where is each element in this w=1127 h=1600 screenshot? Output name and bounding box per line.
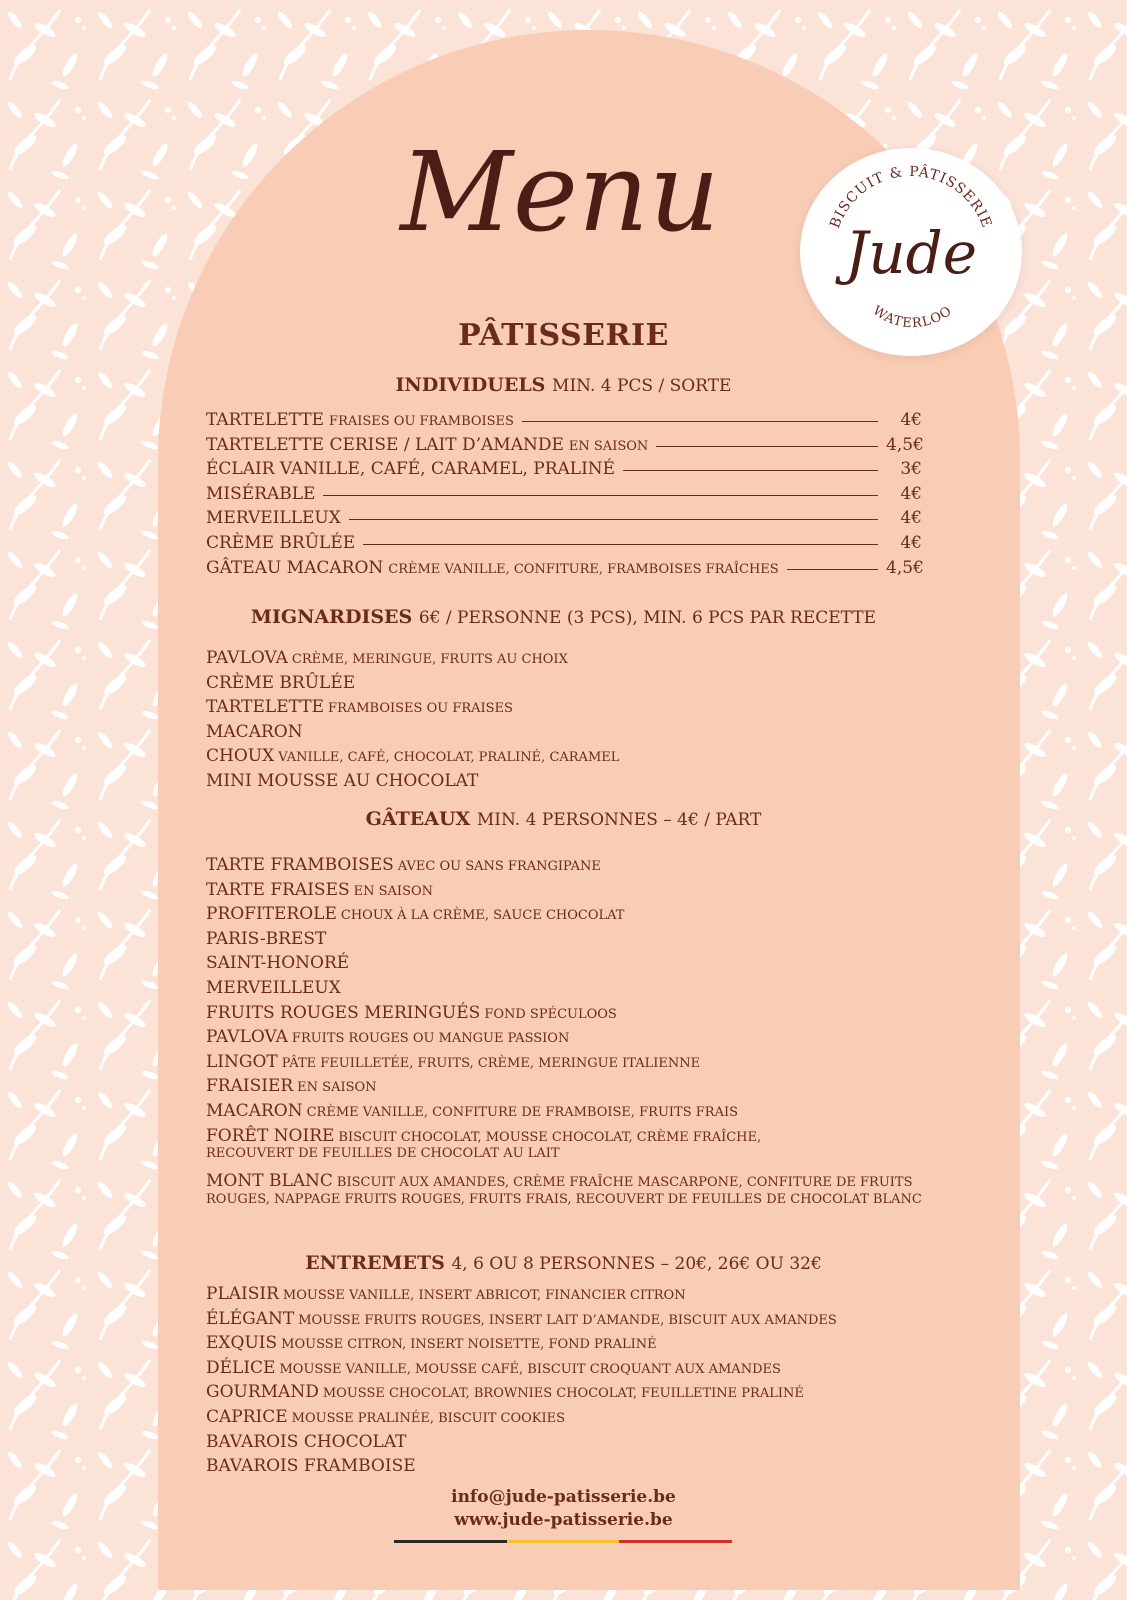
list-item: [206, 1052, 926, 1072]
item-name: DÉLICE: [206, 1357, 276, 1378]
item-name: LINGOT: [206, 1051, 278, 1072]
item-price: 4€: [900, 533, 922, 553]
item-name: MERVEILLEUX: [206, 508, 341, 529]
item-description: MOUSSE CITRON, INSERT NOISETTE, FOND PRALINÉ: [281, 1337, 657, 1353]
item-description: EN SAISON: [353, 883, 434, 899]
list-item: [206, 1333, 926, 1353]
item-name: CRÈME BRÛLÉE: [206, 672, 356, 693]
dotted-leader: [522, 421, 878, 422]
dotted-leader: [349, 519, 878, 520]
list-item: [206, 978, 926, 998]
price-row: [206, 508, 922, 530]
item-description: PÂTE FEUILLETÉE, FRUITS, CRÈME, MERINGUE ITALIENNE: [281, 1055, 701, 1071]
item-price: 3€: [900, 459, 922, 480]
item-name: PARIS-BREST: [206, 928, 327, 949]
svg-text:Jude: Jude: [844, 219, 978, 287]
list-item: [206, 1076, 926, 1096]
list-item: [206, 1284, 926, 1304]
item-name: TARTE FRAMBOISES: [206, 855, 394, 875]
item-description: EN SAISON: [568, 438, 649, 454]
list-item: [206, 904, 926, 924]
item-name: CRÈME BRÛLÉE: [206, 533, 356, 553]
dotted-leader: [787, 569, 878, 570]
list-item: [206, 929, 926, 949]
item-name: PAVLOVA: [206, 1027, 288, 1048]
list-item: [206, 1171, 926, 1191]
list-item: [206, 1456, 926, 1476]
section-title-entremets: ENTREMETS 4, 6 OU 8 PERSONNES – 20€, 26€ OU 32€: [305, 1252, 822, 1274]
belgian-flag-line: [394, 1540, 732, 1543]
item-price: 4€: [900, 483, 922, 504]
item-description-continued: ROUGES, NAPPAGE FRUITS ROUGES, FRUITS FRAIS, RECOUVERT DE FEUILLES DE CHOCOLAT BLANC: [206, 1191, 922, 1207]
dotted-leader: [323, 495, 878, 496]
item-name: CHOUX: [206, 746, 275, 767]
item-description: CRÈME VANILLE, CONFITURE DE FRAMBOISE, FRUITS FRAIS: [306, 1105, 738, 1120]
item-description: VANILLE, CAFÉ, CHOCOLAT, PRALINÉ, CARAMEL: [278, 750, 620, 766]
section-title-gateaux: GÂTEAUX MIN. 4 PERSONNES – 4€ / PART: [365, 808, 762, 830]
footer-website[interactable]: www.jude-patisserie.be: [454, 1510, 673, 1530]
item-description: EN SAISON: [297, 1080, 377, 1096]
item-name: PAVLOVA: [206, 648, 288, 668]
item-name: MACARON: [206, 1101, 303, 1121]
item-name: ÉCLAIR VANILLE, CAFÉ, CARAMEL, PRALINÉ: [206, 459, 616, 480]
item-name: PLAISIR: [206, 1284, 279, 1304]
list-item: [206, 953, 926, 973]
item-name: FRAISIER: [206, 1076, 294, 1097]
list-item: [206, 673, 926, 693]
item-name: FRUITS ROUGES MERINGUÉS: [206, 1002, 481, 1023]
list-item: [206, 1432, 926, 1452]
item-price: 4€: [900, 410, 922, 430]
item-description: MOUSSE PRALINÉE, BISCUIT COOKIES: [291, 1411, 566, 1426]
item-name: FORÊT NOIRE: [206, 1125, 335, 1146]
menu-title: [380, 110, 740, 270]
item-name: TARTELETTE: [206, 697, 325, 718]
item-name: MACARON: [206, 721, 303, 742]
item-description: CHOUX À LA CRÈME, SAUCE CHOCOLAT: [340, 908, 625, 924]
item-price: 4€: [900, 508, 922, 529]
list-item: [206, 1027, 926, 1047]
list-item: [206, 746, 926, 766]
item-name: MONT BLANC: [206, 1171, 333, 1192]
item-name: TARTELETTE: [206, 410, 325, 430]
item-name: EXQUIS: [206, 1333, 278, 1354]
item-name: SAINT-HONORÉ: [206, 953, 350, 974]
item-description: BISCUIT AUX AMANDES, CRÈME FRAÎCHE MASCARPONE, CONFITURE DE FRUITS: [336, 1175, 913, 1191]
svg-text:BISCUIT & PÂTISSERIE: BISCUIT & PÂTISSERIE: [827, 163, 995, 231]
section-heading-patisserie: PÂTISSERIE: [458, 318, 669, 353]
item-description: BISCUIT CHOCOLAT, MOUSSE CHOCOLAT, CRÈME FRAÎCHE,: [338, 1129, 762, 1145]
dotted-leader: [623, 470, 878, 471]
section-title-mignardises: MIGNARDISES 6€ / PERSONNE (3 PCS), MIN. 6 PCS PAR RECETTE: [250, 606, 877, 628]
item-name: MINI MOUSSE AU CHOCOLAT: [206, 771, 479, 791]
dotted-leader: [363, 544, 878, 545]
item-name: GÂTEAU MACARON: [206, 557, 384, 578]
list-item: [206, 880, 926, 900]
item-description: MOUSSE FRUITS ROUGES, INSERT LAIT D’AMANDE, BISCUIT AUX AMANDES: [298, 1312, 837, 1328]
item-price: 4,5€: [886, 557, 924, 578]
item-name: MISÉRABLE: [206, 483, 316, 504]
item-description: AVEC OU SANS FRANGIPANE: [397, 859, 601, 874]
list-item: [206, 697, 926, 717]
item-description: FOND SPÉCULOOS: [484, 1006, 617, 1022]
item-name: CAPRICE: [206, 1407, 288, 1427]
item-description: MOUSSE VANILLE, MOUSSE CAFÉ, BISCUIT CROQUANT AUX AMANDES: [279, 1361, 781, 1377]
item-description-continued: RECOUVERT DE FEUILLES DE CHOCOLAT AU LAIT: [206, 1146, 560, 1162]
list-item: [206, 1358, 926, 1378]
price-row: [206, 459, 922, 481]
price-row: [206, 435, 922, 457]
item-description: FRAMBOISES OU FRAISES: [328, 701, 513, 717]
item-price: 4,5€: [886, 434, 924, 455]
price-row: [206, 558, 922, 580]
item-name: GOURMAND: [206, 1382, 319, 1403]
svg-text:Menu: Menu: [400, 128, 720, 256]
item-description: CRÈME VANILLE, CONFITURE, FRAMBOISES FRAÎCHES: [388, 561, 779, 577]
list-item: [206, 648, 926, 668]
item-name: TARTE FRAISES: [206, 879, 350, 900]
item-name: BAVAROIS FRAMBOISE: [206, 1456, 416, 1477]
item-description: FRAISES OU FRAMBOISES: [329, 414, 514, 429]
list-item: [206, 1382, 926, 1402]
price-row: [206, 410, 922, 432]
item-name: BAVAROIS CHOCOLAT: [206, 1431, 407, 1452]
item-name: MERVEILLEUX: [206, 978, 341, 998]
list-item: [206, 771, 926, 791]
item-description: CRÈME, MERINGUE, FRUITS AU CHOIX: [291, 652, 568, 667]
list-item: [206, 1407, 926, 1427]
list-item: [206, 1126, 926, 1146]
item-description: MOUSSE VANILLE, INSERT ABRICOT, FINANCIER CITRON: [282, 1288, 686, 1303]
list-item: [206, 722, 926, 742]
item-name: ÉLÉGANT: [206, 1308, 295, 1329]
svg-text:WATERLOO: WATERLOO: [869, 303, 956, 332]
price-row: [206, 484, 922, 506]
list-item: [206, 1101, 926, 1121]
list-item: [206, 1309, 926, 1329]
dotted-leader: [656, 446, 878, 447]
item-description: FRUITS ROUGES OU MANGUE PASSION: [291, 1031, 570, 1047]
item-name: TARTELETTE CERISE / LAIT D’AMANDE: [206, 434, 564, 455]
item-name: PROFITEROLE: [206, 904, 337, 925]
section-title-individuels: INDIVIDUELS MIN. 4 PCS / SORTE: [395, 374, 732, 396]
item-description: MOUSSE CHOCOLAT, BROWNIES CHOCOLAT, FEUILLETINE PRALINÉ: [322, 1386, 804, 1402]
footer-email[interactable]: info@jude-patisserie.be: [451, 1487, 676, 1507]
list-item: [206, 1003, 926, 1023]
price-row: [206, 533, 922, 555]
list-item: [206, 855, 926, 875]
